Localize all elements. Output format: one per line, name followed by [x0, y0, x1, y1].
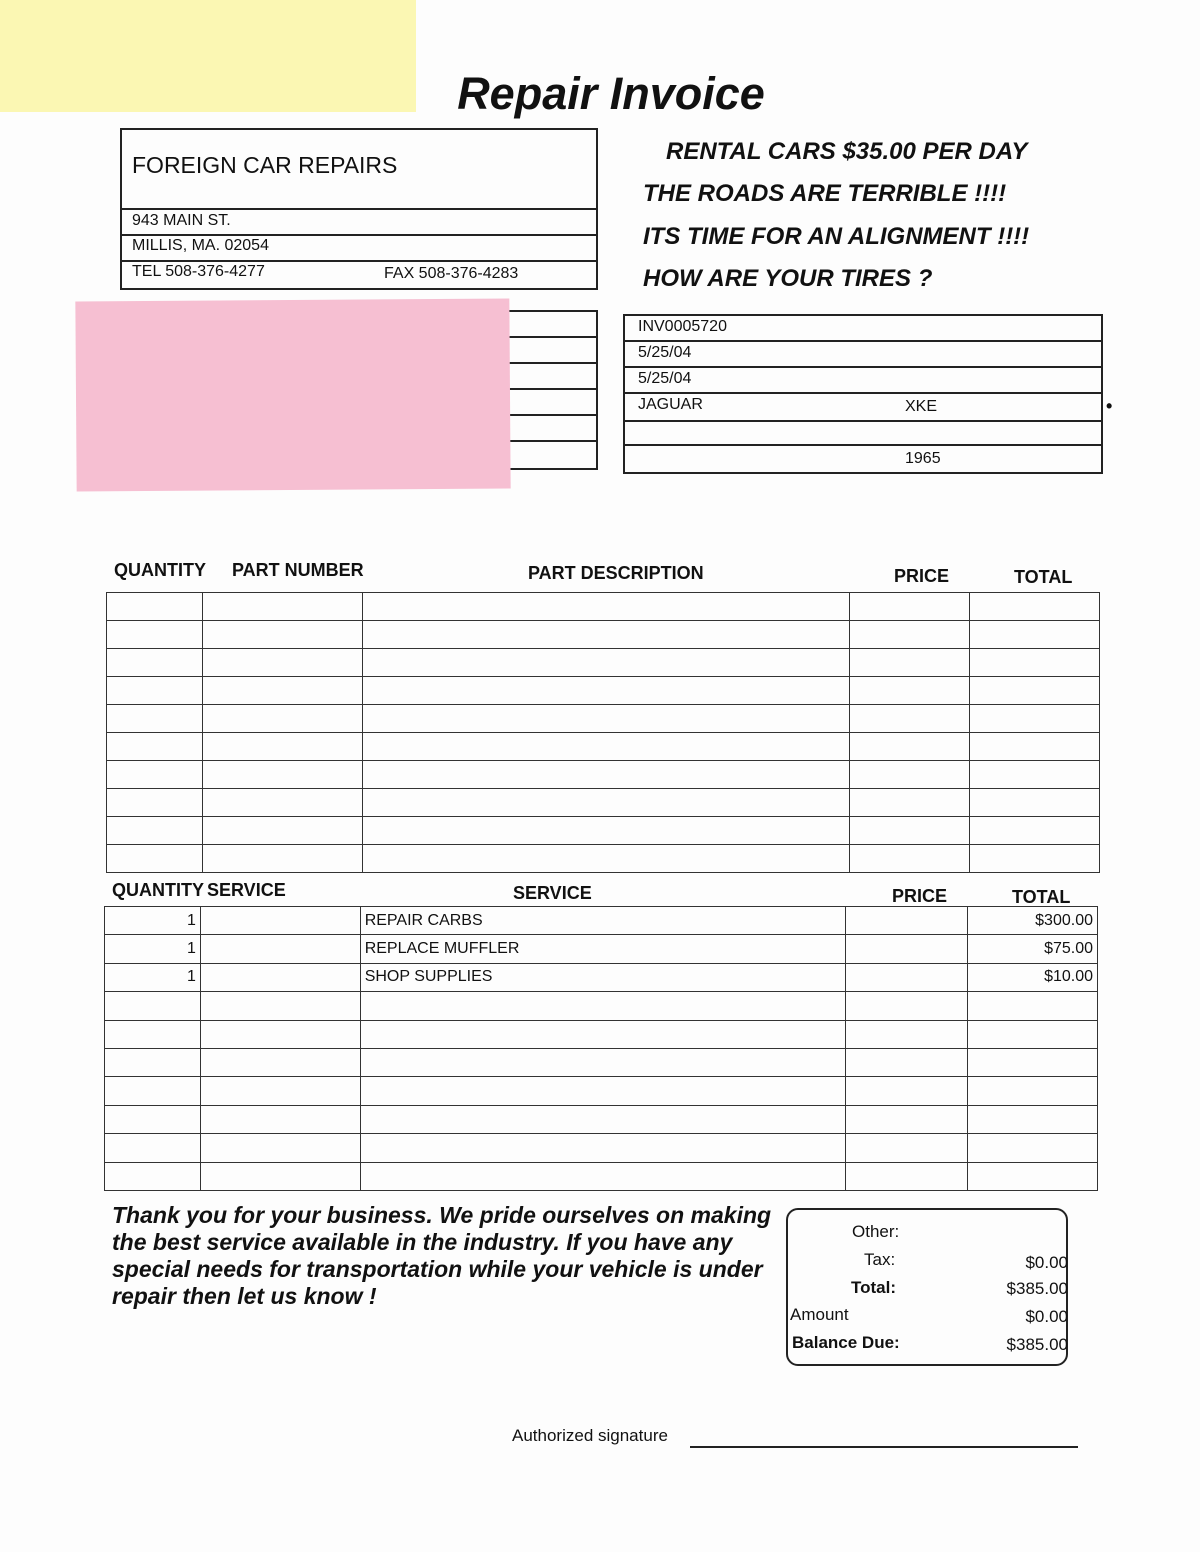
service-cell: $300.00: [968, 907, 1098, 935]
service-cell: [846, 1048, 968, 1076]
service-row: [105, 1077, 1098, 1105]
parts-cell: [107, 733, 203, 761]
service-row: [105, 1134, 1098, 1162]
parts-cell: [970, 705, 1100, 733]
parts-cell: [970, 817, 1100, 845]
vehicle-make: JAGUAR: [638, 396, 703, 413]
parts-cell: [202, 733, 362, 761]
parts-row: [107, 593, 1100, 621]
service-cell: [200, 1105, 360, 1133]
parts-row: [107, 705, 1100, 733]
service-cell: $10.00: [968, 963, 1098, 991]
service-row: [105, 992, 1098, 1020]
parts-cell: [362, 845, 849, 873]
parts-cell: [107, 845, 203, 873]
company-address1: 943 MAIN ST.: [132, 212, 231, 229]
service-cell: [968, 1105, 1098, 1133]
parts-row: [107, 845, 1100, 873]
parts-cell: [107, 789, 203, 817]
parts-header-price: PRICE: [894, 566, 950, 586]
service-cell: [200, 1077, 360, 1105]
amount-label: Amount: [790, 1305, 849, 1324]
parts-cell: [202, 677, 362, 705]
balance-due-value: $385.00: [1006, 1335, 1068, 1354]
service-cell: [200, 1048, 360, 1076]
company-info-box: [120, 128, 598, 290]
invoice-number: INV0005720: [638, 318, 727, 335]
service-cell: [968, 1048, 1098, 1076]
parts-cell: [202, 705, 362, 733]
service-cell: SHOP SUPPLIES: [360, 963, 846, 991]
other-label: Other:: [852, 1222, 900, 1241]
parts-row: [107, 733, 1100, 761]
slogan-alignment: ITS TIME FOR AN ALIGNMENT !!!!: [643, 223, 1030, 250]
service-cell: 1: [105, 935, 201, 963]
service-cell: [846, 1020, 968, 1048]
parts-cell: [202, 761, 362, 789]
parts-cell: [362, 817, 849, 845]
parts-cell: [107, 677, 203, 705]
service-cell: [968, 1162, 1098, 1190]
service-header-service-code: SERVICE: [207, 880, 286, 900]
parts-cell: [970, 733, 1100, 761]
service-cell: [200, 935, 360, 963]
tax-value: $0.00: [1025, 1253, 1068, 1272]
parts-cell: [202, 593, 362, 621]
parts-cell: [970, 621, 1100, 649]
service-cell: 1: [105, 907, 201, 935]
service-cell: [360, 1134, 846, 1162]
service-cell: [200, 963, 360, 991]
service-cell: 1: [105, 963, 201, 991]
parts-cell: [362, 705, 849, 733]
parts-cell: [850, 677, 970, 705]
parts-cell: [850, 845, 970, 873]
parts-cell: [970, 789, 1100, 817]
service-cell: [360, 1105, 846, 1133]
company-address2: MILLIS, MA. 02054: [132, 237, 269, 254]
service-cell: [105, 1134, 201, 1162]
parts-cell: [850, 649, 970, 677]
service-cell: [846, 1162, 968, 1190]
signature-line[interactable]: [690, 1446, 1078, 1448]
parts-cell: [362, 593, 849, 621]
service-header-price: PRICE: [892, 886, 948, 906]
service-header-quantity: QUANTITY: [112, 880, 204, 900]
parts-header-description: PART DESCRIPTION: [528, 563, 704, 583]
parts-cell: [362, 789, 849, 817]
parts-cell: [202, 845, 362, 873]
service-cell: $75.00: [968, 935, 1098, 963]
parts-row: [107, 649, 1100, 677]
service-row: [105, 1105, 1098, 1133]
invoice-info-box: [623, 314, 1103, 474]
service-cell: [200, 1134, 360, 1162]
service-cell: [846, 1105, 968, 1133]
service-cell: [105, 1162, 201, 1190]
parts-cell: [362, 733, 849, 761]
service-cell: [846, 907, 968, 935]
service-row: [105, 1048, 1098, 1076]
vehicle-model: XKE: [905, 398, 938, 415]
parts-cell: [970, 593, 1100, 621]
service-cell: [200, 907, 360, 935]
service-cell: [200, 1162, 360, 1190]
parts-cell: [850, 621, 970, 649]
parts-cell: [202, 789, 362, 817]
parts-cell: [970, 677, 1100, 705]
parts-cell: [970, 761, 1100, 789]
service-cell: [105, 1077, 201, 1105]
service-cell: [360, 1077, 846, 1105]
parts-header-total: TOTAL: [1014, 567, 1073, 587]
invoice-date: 5/25/04: [638, 344, 692, 361]
vehicle-year: 1965: [905, 450, 941, 467]
service-cell: [105, 1048, 201, 1076]
service-header-service: SERVICE: [513, 883, 592, 903]
service-cell: [968, 1077, 1098, 1105]
parts-cell: [850, 733, 970, 761]
company-fax: FAX 508-376-4283: [384, 265, 519, 282]
service-cell: [846, 1134, 968, 1162]
total-value: $385.00: [1006, 1279, 1068, 1298]
signature-label: Authorized signature: [512, 1426, 668, 1445]
service-cell: [360, 992, 846, 1020]
parts-cell: [970, 845, 1100, 873]
parts-cell: [107, 593, 203, 621]
parts-cell: [850, 705, 970, 733]
service-cell: [846, 935, 968, 963]
slogan-roads: THE ROADS ARE TERRIBLE !!!!: [643, 180, 1007, 207]
parts-header-quantity: QUANTITY: [114, 560, 206, 580]
service-cell: [846, 992, 968, 1020]
service-header-total: TOTAL: [1012, 887, 1071, 907]
service-row: [105, 963, 1098, 991]
service-cell: REPLACE MUFFLER: [360, 935, 846, 963]
parts-cell: [362, 621, 849, 649]
parts-row: [107, 621, 1100, 649]
service-cell: [360, 1048, 846, 1076]
parts-cell: [202, 649, 362, 677]
slogan-tires: HOW ARE YOUR TIRES ?: [643, 265, 933, 292]
amount-value: $0.00: [1025, 1307, 1068, 1326]
parts-row: [107, 789, 1100, 817]
parts-cell: [202, 817, 362, 845]
service-cell: [360, 1162, 846, 1190]
page-title: Repair Invoice: [457, 68, 765, 119]
service-row: [105, 935, 1098, 963]
stray-mark: •: [1106, 396, 1113, 416]
parts-cell: [107, 621, 203, 649]
total-label: Total:: [851, 1278, 897, 1297]
parts-row: [107, 761, 1100, 789]
parts-cell: [362, 649, 849, 677]
parts-cell: [107, 817, 203, 845]
company-name: FOREIGN CAR REPAIRS: [132, 152, 398, 178]
parts-cell: [970, 649, 1100, 677]
parts-cell: [107, 761, 203, 789]
parts-cell: [107, 649, 203, 677]
service-table: [104, 906, 1098, 1191]
parts-cell: [362, 677, 849, 705]
parts-row: [107, 677, 1100, 705]
balance-due-label: Balance Due:: [792, 1333, 900, 1352]
parts-cell: [362, 761, 849, 789]
service-row: [105, 907, 1098, 935]
service-cell: [968, 1134, 1098, 1162]
totals-summary-box: [786, 1208, 1068, 1366]
parts-header-part-number: PART NUMBER: [232, 560, 364, 580]
company-tel: TEL 508-376-4277: [132, 263, 265, 280]
service-cell: [105, 1020, 201, 1048]
parts-table: [106, 592, 1100, 873]
service-cell: [846, 963, 968, 991]
service-cell: REPAIR CARBS: [360, 907, 846, 935]
service-cell: [360, 1020, 846, 1048]
parts-cell: [850, 593, 970, 621]
service-row: [105, 1162, 1098, 1190]
parts-row: [107, 817, 1100, 845]
thank-you-message: Thank you for your business. We pride ourselves on making the best service available in the industry. If you have any special needs for transportation while your vehicle is under repair then let us know !: [112, 1202, 772, 1309]
parts-cell: [850, 817, 970, 845]
parts-cell: [202, 621, 362, 649]
slogan-rental: RENTAL CARS $35.00 PER DAY: [666, 138, 1028, 165]
service-row: [105, 1020, 1098, 1048]
service-cell: [200, 992, 360, 1020]
service-cell: [968, 1020, 1098, 1048]
service-cell: [200, 1020, 360, 1048]
tax-label: Tax:: [864, 1250, 896, 1269]
parts-cell: [850, 761, 970, 789]
service-cell: [105, 1105, 201, 1133]
service-cell: [968, 992, 1098, 1020]
service-cell: [846, 1077, 968, 1105]
parts-cell: [850, 789, 970, 817]
service-cell: [105, 992, 201, 1020]
parts-cell: [107, 705, 203, 733]
pink-sticky-note: [75, 298, 510, 491]
invoice-date-2: 5/25/04: [638, 370, 692, 387]
